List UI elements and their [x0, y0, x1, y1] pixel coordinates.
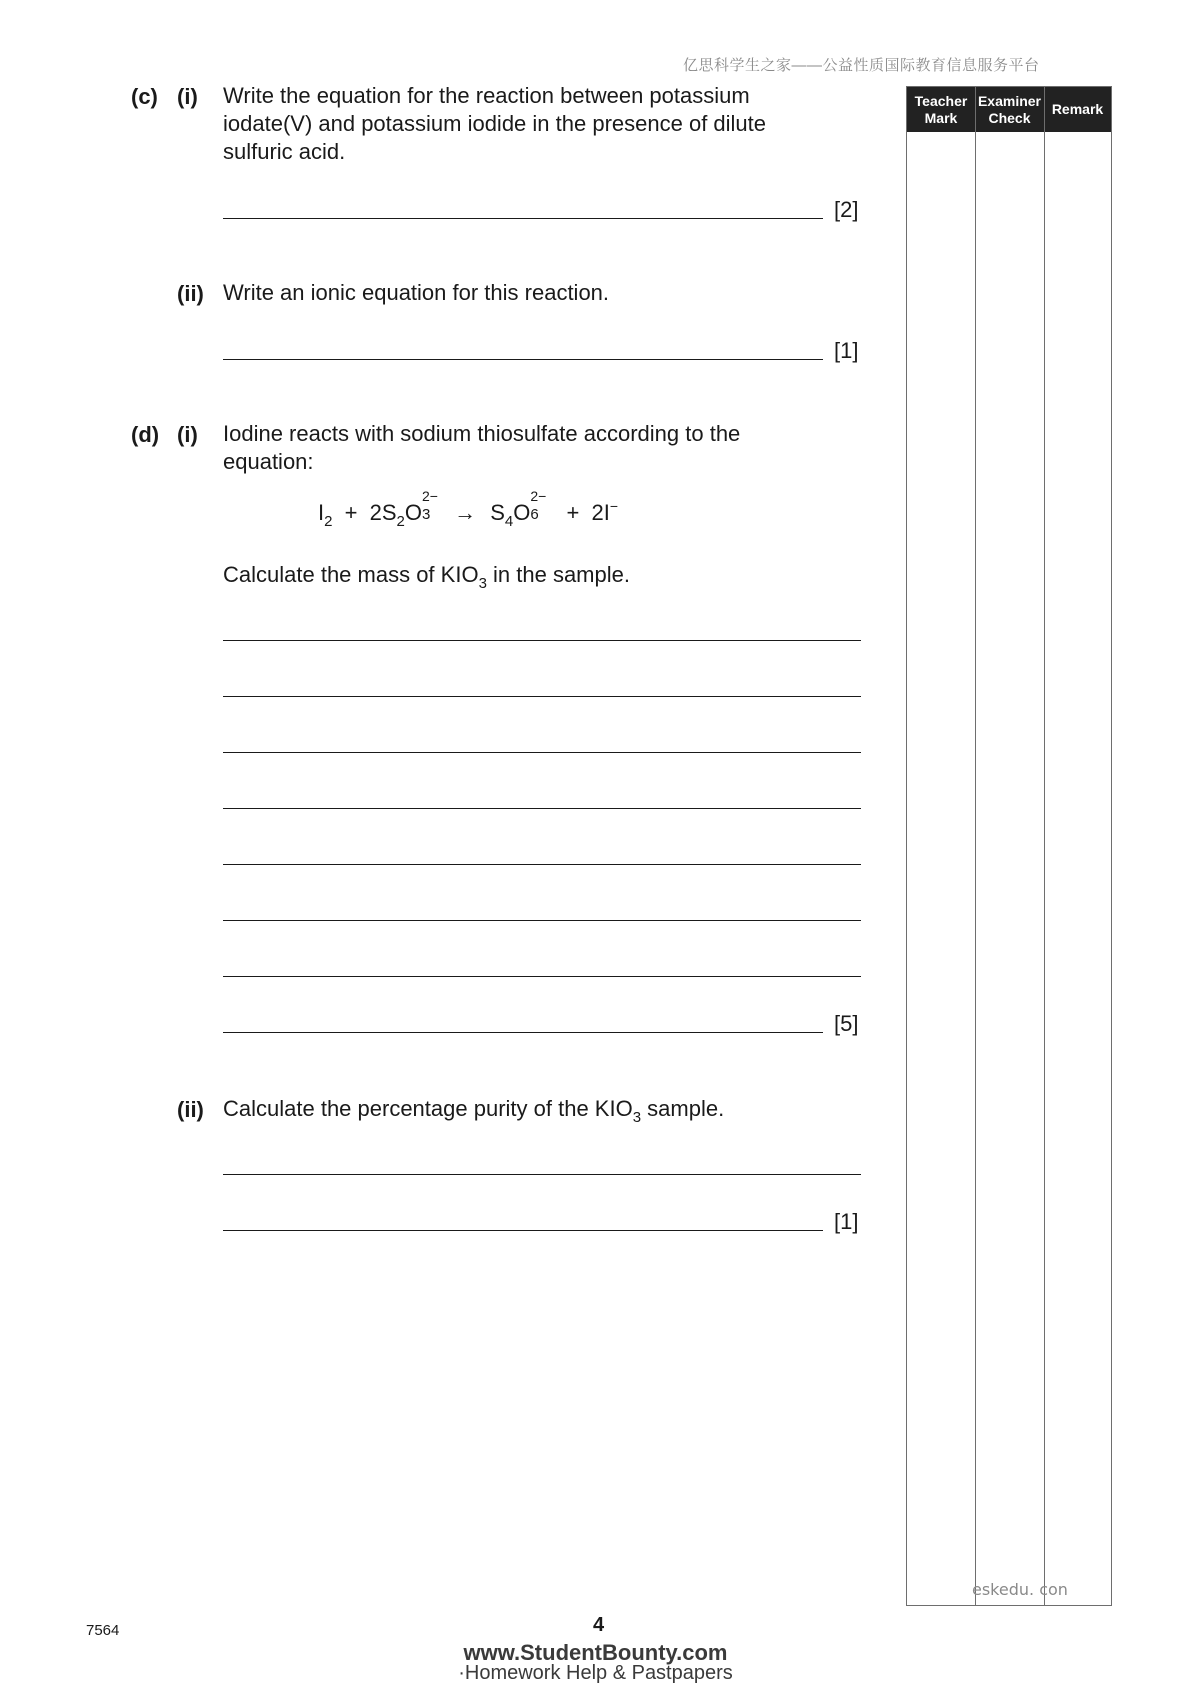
bottom-watermark: eskedu. con [972, 1580, 1068, 1599]
eq-iodine-sub: 2 [324, 513, 333, 530]
eq-arrow: → [454, 500, 477, 525]
answer-line-d-i-5[interactable] [223, 864, 861, 865]
eq-thiosulfate-o-sub: 3 [421, 506, 431, 523]
header-watermark: 亿思科学生之家——公益性质国际教育信息服务平台 [683, 57, 1040, 74]
examiner-check-header [975, 87, 1044, 132]
question-c-i-line1: Write the equation for the reaction between potassium [223, 83, 750, 108]
question-c-i-text [223, 82, 766, 166]
answer-line-d-i-3[interactable] [223, 752, 861, 753]
question-d-i-text [223, 420, 740, 476]
answer-line-d-ii-1[interactable] [223, 1174, 861, 1175]
eq-thiosulfate-s: 2S [369, 500, 397, 525]
eq-tetrathionate-o-script [530, 488, 547, 523]
examiner-header-line1: Examiner [977, 92, 1042, 109]
calc-text-post: in the sample. [486, 562, 630, 587]
question-d-i-line1: Iodine reacts with sodium thiosulfate according to the [223, 421, 741, 446]
question-d-i-line2: equation: [223, 449, 314, 474]
studentbounty-url[interactable]: www.StudentBounty.com [463, 1640, 728, 1665]
marks-c-ii: [1] [834, 338, 859, 363]
answer-line-d-i-7[interactable] [223, 976, 861, 977]
page-number: 4 [593, 1614, 605, 1636]
teacher-mark-header [907, 87, 975, 132]
question-d-ii-text [223, 1095, 724, 1126]
question-c-label: (c) [131, 84, 158, 109]
question-c-i-line3: sulfuric acid. [223, 139, 346, 164]
remark-column[interactable] [1045, 132, 1111, 1605]
eq-tetrathionate-s-sub: 4 [504, 513, 514, 530]
question-d-i-label: (i) [177, 422, 198, 447]
eq-tetrathionate-o: O [513, 500, 531, 525]
marks-d-ii: [1] [834, 1209, 859, 1234]
eq-thiosulfate-o: O [404, 500, 422, 525]
calc-text-sub: 3 [478, 575, 487, 592]
eq-thiosulfate-charge: 2− [421, 488, 438, 504]
answer-line-d-i-2[interactable] [223, 696, 861, 697]
examiner-check-column[interactable] [976, 132, 1044, 1605]
calc-text-pre: Calculate the mass of KIO [223, 562, 479, 587]
purity-text-sub: 3 [632, 1109, 642, 1126]
paper-code: 7564 [86, 1622, 120, 1639]
eq-thiosulfate-o-script [421, 488, 438, 523]
eq-tetrathionate-o-sub: 6 [530, 506, 539, 523]
marks-d-i: [5] [834, 1011, 859, 1036]
remark-header: Remark [1051, 101, 1104, 117]
eq-tetrathionate-s: S [490, 500, 505, 525]
eq-tetrathionate-charge: 2− [530, 488, 547, 504]
eq-thiosulfate-s-sub: 2 [396, 513, 405, 530]
eq-iodide-charge: − [609, 498, 619, 514]
answer-line-c-ii[interactable] [223, 359, 823, 360]
eq-plus-2: + [566, 500, 580, 525]
marks-c-i: [2] [834, 197, 859, 222]
purity-text-post: sample. [641, 1096, 725, 1121]
thiosulfate-equation [318, 488, 619, 530]
teacher-header-line1: Teacher [914, 92, 968, 109]
purity-text-pre: Calculate the percentage purity of the KIO [223, 1096, 633, 1121]
examiner-header-line2: Check [988, 109, 1031, 126]
answer-line-d-i-8[interactable] [223, 1032, 823, 1033]
answer-line-d-i-1[interactable] [223, 640, 861, 641]
answer-line-c-i[interactable] [223, 218, 823, 219]
eq-iodine: I [318, 500, 325, 525]
question-c-i-label: (i) [177, 84, 198, 109]
answer-line-d-ii-2[interactable] [223, 1230, 823, 1231]
teacher-mark-column[interactable] [907, 132, 975, 1605]
studentbounty-tagline: ·Homework Help & Pastpapers [458, 1662, 733, 1684]
question-c-i-line2: iodate(V) and potassium iodide in the presence of dilute [223, 111, 767, 136]
question-d-label: (d) [131, 422, 160, 447]
teacher-header-line2: Mark [924, 109, 958, 126]
answer-line-d-i-6[interactable] [223, 920, 861, 921]
question-d-ii-label: (ii) [177, 1097, 204, 1122]
answer-line-d-i-4[interactable] [223, 808, 861, 809]
eq-plus-1: + [344, 500, 358, 525]
marking-margin-box [906, 86, 1112, 1606]
question-c-ii-label: (ii) [177, 281, 204, 306]
eq-iodide: 2I [591, 500, 610, 525]
question-d-i-calc [223, 561, 630, 592]
question-c-ii-text: Write an ionic equation for this reaction. [223, 280, 610, 305]
